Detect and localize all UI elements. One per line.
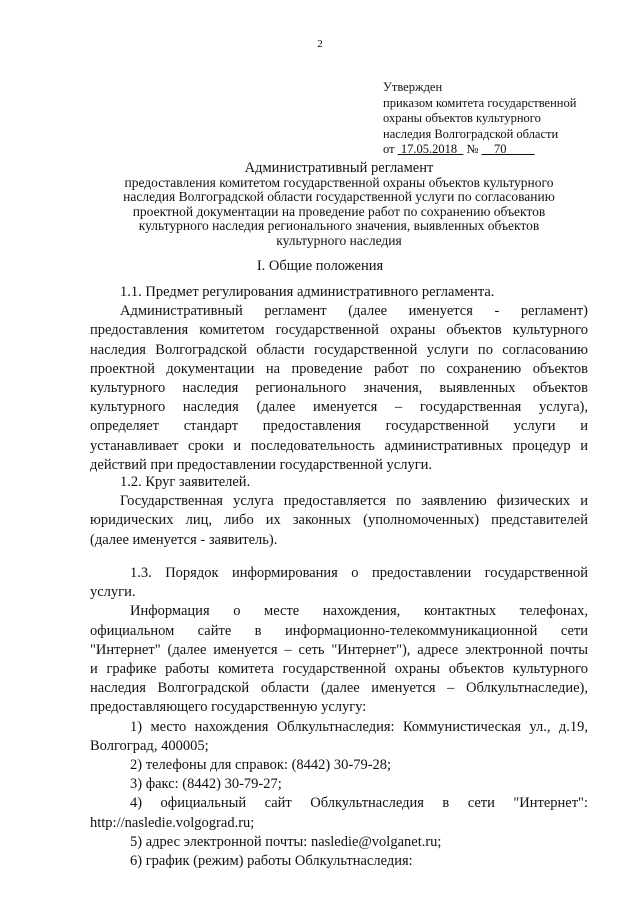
number-prefix: №	[466, 142, 479, 156]
text-line: официальном сайте в информационно-телекоммуникационной сети	[90, 622, 588, 639]
text-line: действий при предоставлении государственной услуги.	[90, 456, 433, 473]
subsection-heading: 1.1. Предмет регулирования административного регламента.	[120, 284, 495, 300]
text-line: "Интернет" (далее именуется – сеть "Интернет"), адресе электронной почты	[90, 641, 588, 658]
approval-line: Утвержден	[383, 80, 443, 94]
subsection-heading: 1.3. Порядок информирования о предоставлении государственной	[130, 565, 588, 581]
list-item: 6) график (режим) работы Облкультнаследия:	[130, 853, 413, 870]
text-line: предоставления комитетом государственной охраны объектов культурного	[90, 322, 588, 339]
text-line: Государственная услуга предоставляется по заявлению физических и	[120, 493, 588, 510]
text-line: культурного наследия регионального значения, выявленных объектов	[90, 380, 588, 397]
list-item: http://nasledie.volgograd.ru;	[90, 814, 255, 831]
title-line: культурного наследия	[276, 232, 402, 248]
list-item: 5) адрес электронной почты: nasledie@volganet.ru;	[130, 833, 442, 850]
text-line: Административный регламент (далее именуется - регламент)	[120, 303, 588, 320]
title-main: Административный регламент	[244, 160, 434, 176]
list-item: 2) телефоны для справок: (8442) 30-79-28;	[130, 757, 392, 774]
document-title	[90, 161, 588, 249]
section-heading: I. Общие положения	[256, 258, 384, 274]
text-line: определяет стандарт предоставления государственной услуги и	[90, 418, 588, 435]
approval-date-line	[383, 142, 613, 158]
page-number: 2	[317, 38, 323, 50]
text-line: устанавливает сроки и последовательность административных процедур и	[90, 437, 588, 454]
approval-stamp	[383, 80, 613, 158]
list-item: 4) официальный сайт Облкультнаследия в сети "Интернет":	[130, 795, 588, 812]
text-line: наследия Волгоградской области (далее именуется – Облкультнаследие),	[90, 680, 588, 697]
title-line: проектной документации на проведение работ по сохранению объектов	[132, 203, 546, 219]
approval-line: приказом комитета государственной	[383, 95, 577, 110]
approval-line: охраны объектов культурного	[383, 111, 541, 125]
text-line: культурного наследия (далее именуется – государственная услуга),	[90, 399, 588, 416]
text-line: и графике работы комитета государственной охраны объектов культурного	[90, 661, 588, 678]
title-line: культурного наследия регионального значения, выявленных объектов	[138, 218, 540, 234]
approval-date: 17.05.2018	[400, 142, 458, 156]
approval-line: наследия Волгоградской области	[383, 126, 559, 141]
subsection-heading: 1.2. Круг заявителей.	[120, 474, 251, 490]
text-line: (далее именуется - заявитель).	[90, 531, 278, 548]
text-line: проектной документации на проведение работ по сохранению объектов	[90, 360, 588, 377]
title-line: наследия Волгоградской области государственной услуги по согласованию	[123, 189, 555, 205]
subsection-heading: услуги.	[90, 584, 136, 601]
section-1-1	[90, 283, 588, 475]
text-line: наследия Волгоградской области государственной услуги по согласованию	[90, 341, 588, 358]
list-item: 1) место нахождения Облкультнаследия: Коммунистическая ул., д.19,	[130, 718, 588, 735]
text-line: юридических лиц, либо их законных (уполномоченных) представителей	[90, 512, 588, 529]
title-line: предоставления комитетом государственной охраны объектов культурного	[124, 174, 554, 190]
text-line: предоставляющего государственную услугу:	[90, 699, 367, 716]
text-line: Информация о месте нахождения, контактных телефонах,	[130, 603, 588, 620]
list-item: Волгоград, 400005;	[90, 737, 209, 754]
section-1-2	[90, 473, 588, 550]
approval-number: 70	[494, 142, 507, 156]
section-1-3	[90, 564, 588, 871]
list-item: 3) факс: (8442) 30-79-27;	[130, 776, 282, 793]
date-prefix: от	[383, 142, 395, 156]
